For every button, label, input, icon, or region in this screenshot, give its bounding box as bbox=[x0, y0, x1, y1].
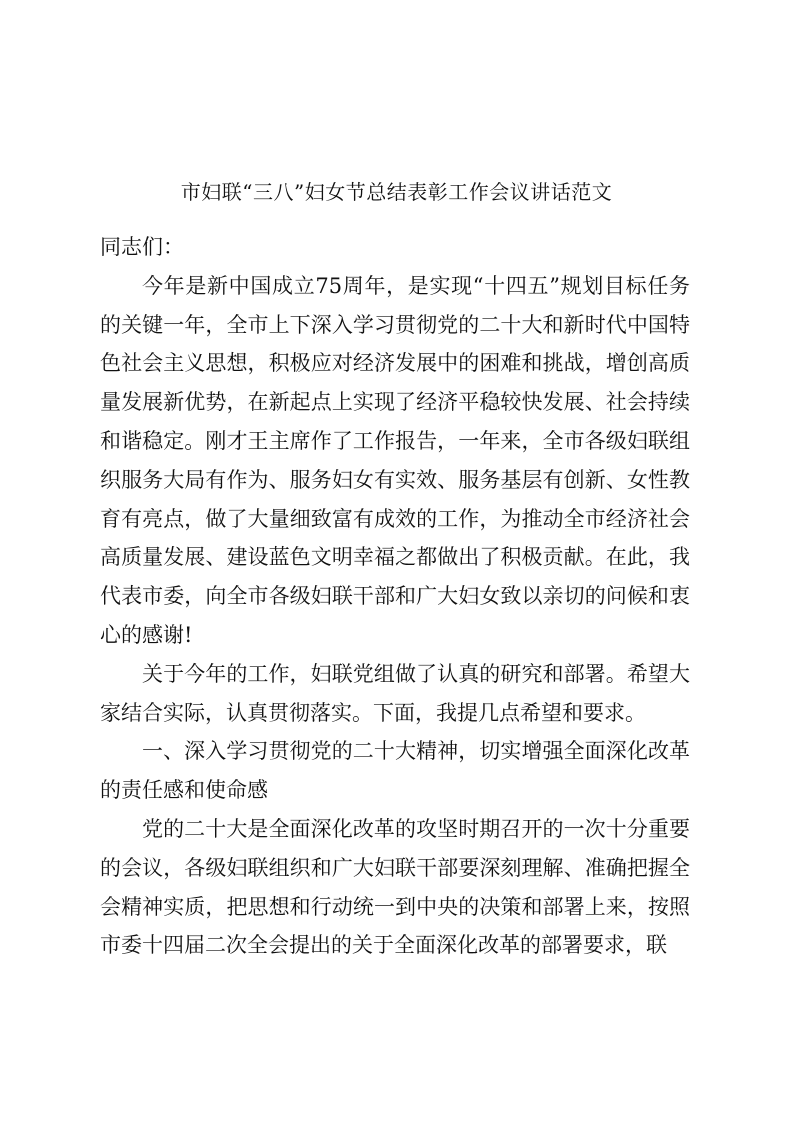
paragraph-intro: 今年是新中国成立75周年，是实现“十四五”规划目标任务的关键一年，全市上下深入学习贯彻党的二十大和新时代中国特色社会主义思想，积极应对经济发展中的困难和挑战，增创高质量发展新优势，在新起点上实现了经济平稳较快发展、社会持续和谐稳定。刚才王主席作了工作报告，一年来，全市各级妇联组织服务大局有作为、服务妇女有实效、服务基层有创新、女性教育有亮点，做了大量细致富有成效的工作，为推动全市经济社会高质量发展、建设蓝色文明幸福之都做出了积极贡献。在此，我代表市委，向全市各级妇联干部和广大妇女致以亲切的问候和衷心的感谢! bbox=[100, 273, 690, 647]
paragraph-section-one: 党的二十大是全面深化改革的攻坚时期召开的一次十分重要的会议，各级妇联组织和广大妇联干部要深刻理解、准确把握全会精神实质，把思想和行动统一到中央的决策和部署上来，按照市委十四届二次全会提出的关于全面深化改革的部署要求，联 bbox=[100, 816, 690, 958]
section-heading-one: 一、深入学习贯彻党的二十大精神，切实增强全面深化改革的责任感和使命感 bbox=[100, 739, 690, 803]
paragraph-work-deployment: 关于今年的工作，妇联党组做了认真的研究和部署。希望大家结合实际，认真贯彻落实。下面，我提几点希望和要求。 bbox=[100, 661, 690, 725]
document-body bbox=[100, 228, 690, 965]
document-title: 市妇联“三八”妇女节总结表彰工作会议讲话范文 bbox=[180, 180, 613, 204]
salutation: 同志们： bbox=[100, 235, 184, 259]
